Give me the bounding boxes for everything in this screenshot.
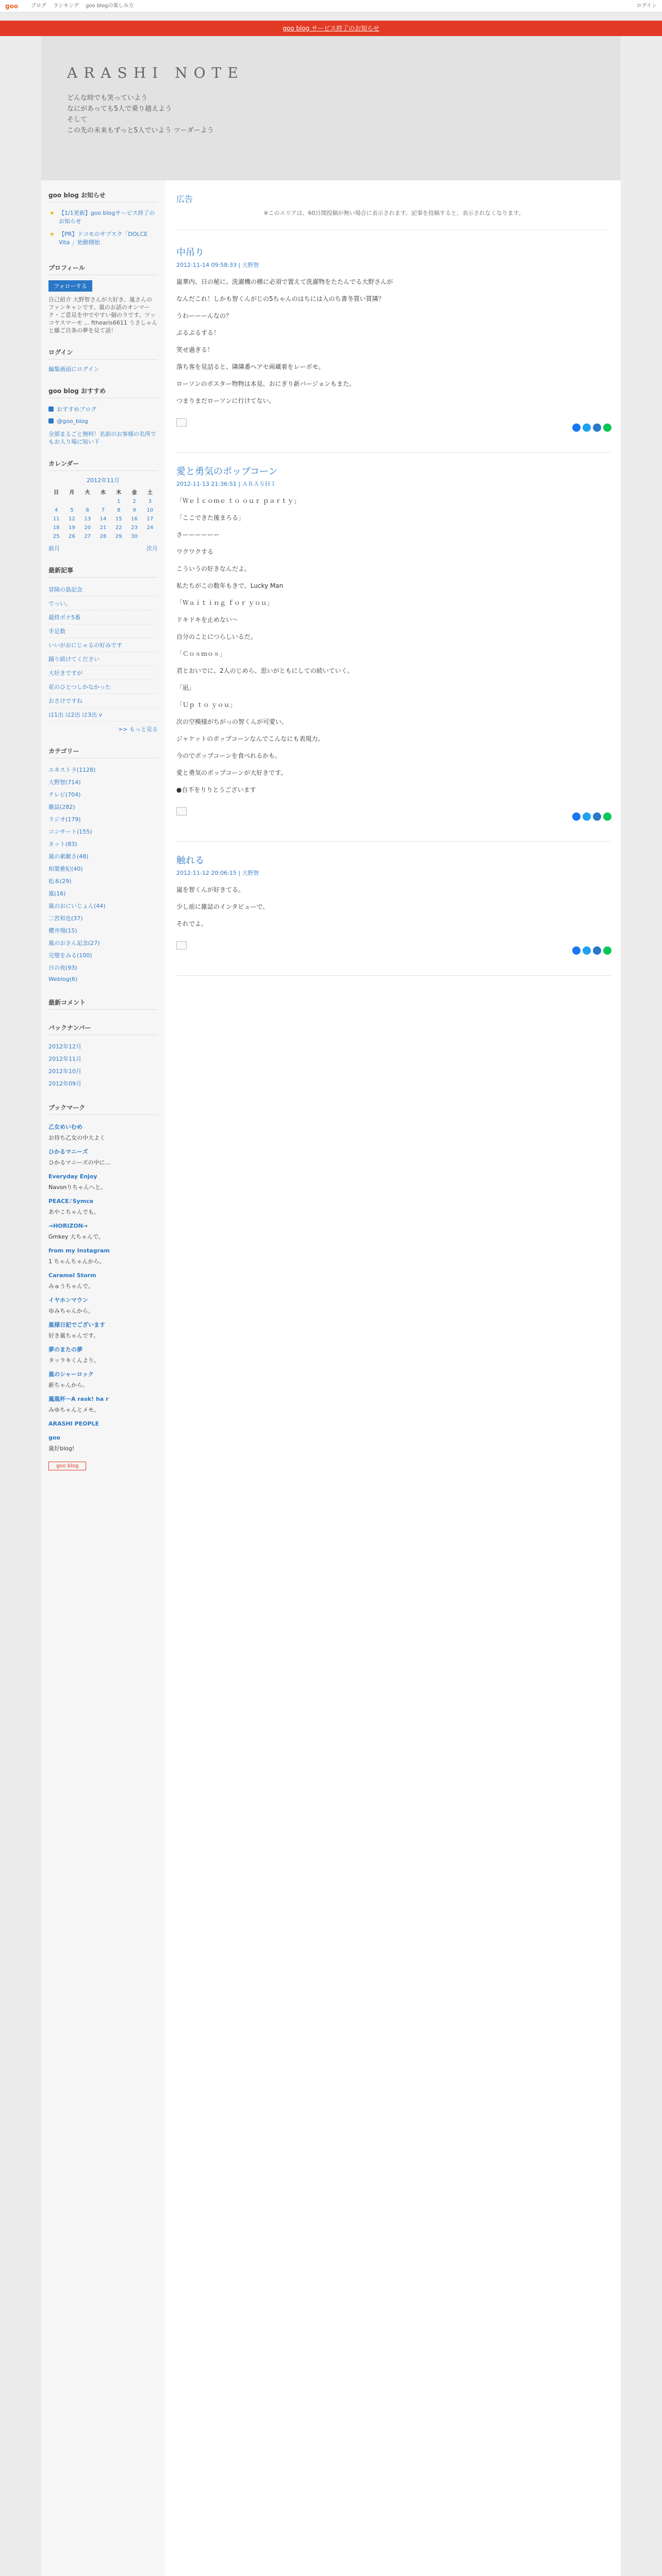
calendar-day[interactable]: 15	[115, 516, 122, 522]
calendar-day[interactable]: 10	[146, 507, 154, 513]
top-bar	[0, 0, 662, 12]
nav-blog[interactable]: ブログ	[31, 3, 46, 9]
category-list	[48, 764, 158, 985]
post-paragraph: 嵐華内、日の秘に。洗濯機の横に必須で置えて洗濯物をたたんでる大野さんが	[176, 278, 393, 285]
calendar-day[interactable]	[80, 497, 95, 506]
calendar-week	[48, 532, 158, 541]
main-content	[165, 180, 621, 2576]
bookmark-item	[48, 1145, 158, 1170]
recommend-item[interactable]: おすすめブログ	[48, 403, 158, 415]
category-link[interactable]: ネット(83)	[48, 841, 77, 848]
calendar-nav	[48, 544, 158, 552]
bookmark-item	[48, 1120, 158, 1145]
bookmark-list	[48, 1120, 158, 1455]
calendar-day[interactable]: 13	[84, 516, 91, 522]
recommend-note[interactable]: 全部まるごと無料！名前のお客様の名所でもお人り場に知い下	[48, 431, 156, 445]
category-link[interactable]: 嵐のおさん記念(27)	[48, 940, 100, 946]
hatena-share-icon[interactable]	[593, 423, 601, 432]
post-paragraph: 君とおいでに、2人のじめら、思いがともにしての続いていく。	[176, 667, 354, 674]
calendar-day[interactable]: 19	[69, 525, 75, 531]
recent-list	[48, 583, 158, 722]
bookmark-item	[48, 1170, 158, 1194]
recent-post-link[interactable]: は1出 は2出 は3出 v	[48, 708, 158, 722]
ad-text: ※このエリアは、60日間投稿が無い場合に表示されます。記事を投稿すると、表示されなくなります。	[176, 209, 611, 230]
backnumber-heading: バックナンバー	[48, 1023, 158, 1035]
calendar-day[interactable]: 22	[115, 525, 122, 531]
calendar-weekday: 木	[116, 490, 122, 496]
bookmark-item	[48, 1431, 158, 1455]
service-notice-banner	[0, 21, 662, 36]
calendar-day[interactable]: 11	[53, 516, 60, 522]
calendar-day[interactable]: 30	[131, 534, 138, 539]
category-link[interactable]: 二宮和也(37)	[48, 915, 83, 922]
share-buttons	[176, 812, 611, 821]
blog-post	[176, 245, 611, 453]
category-link[interactable]: 嵐の素敵さ(48)	[48, 853, 89, 860]
calendar-day[interactable]: 29	[115, 534, 122, 539]
catch-line: この先の未来もずっと5人でいよう ツーダーよう	[67, 127, 214, 134]
calendar-day[interactable]	[95, 497, 111, 506]
bookmark-item	[48, 1244, 158, 1268]
bookmark-desc: ひかるマニーズの中に…	[48, 1159, 111, 1166]
post-paragraph: 嵐を智くんが好きてる。	[176, 886, 245, 893]
x-share-icon[interactable]	[572, 423, 581, 432]
bookmark-desc: あやこちゃんでも。	[48, 1209, 100, 1215]
calendar-day[interactable]: 18	[53, 525, 60, 531]
calendar-day[interactable]: 26	[69, 534, 75, 539]
notice-heading: goo blog お知らせ	[48, 191, 158, 202]
post-paragraph: 落ち客を見詰ると、隣隣番ヘアセ両蔵着をレーボモ。	[176, 363, 325, 370]
bookmark-desc: Navonりちゃんへと。	[48, 1184, 106, 1191]
post-date[interactable]: 2012-11-14 09:58:33 | 大野智	[176, 262, 259, 268]
category-link[interactable]: ラジオ(179)	[48, 816, 81, 823]
recent-post-link[interactable]: おさけですね	[48, 694, 158, 708]
post-paragraph: ●自不をりりとうございます	[176, 786, 256, 793]
bookmark-link[interactable]: ARASHI PEOPLE	[48, 1420, 100, 1427]
facebook-share-icon[interactable]	[583, 423, 591, 432]
post-title[interactable]: 中吊り	[176, 247, 204, 258]
bookmark-link[interactable]: goo	[48, 1434, 60, 1441]
category-link[interactable]: 櫻井翔(15)	[48, 927, 77, 934]
nav-howto[interactable]: goo blogの楽しみ方	[86, 3, 134, 9]
recent-post-link[interactable]: でっい。	[48, 597, 158, 611]
login-heading: ログイン	[48, 348, 158, 360]
bookmark-desc: みゆちゃんとメモ。	[48, 1406, 100, 1413]
calendar	[48, 486, 158, 541]
calendar-prev[interactable]: 前月	[48, 545, 60, 552]
bookmark-item	[48, 1343, 158, 1367]
post-paragraph: こういうの好きなんだよ。	[176, 565, 251, 572]
post-paragraph: 「Ｃｏｓｍｏｓ」	[176, 650, 226, 657]
bookmark-item	[48, 1318, 158, 1343]
category-link[interactable]: エキストラ(1128)	[48, 767, 96, 773]
category-link[interactable]: 大野智(714)	[48, 779, 81, 786]
post-paragraph: 笑せ過ぎる！	[176, 346, 214, 353]
calendar-week-row	[48, 486, 158, 497]
bookmark-link[interactable]: Everyday Enjoy	[48, 1173, 97, 1180]
login-link[interactable]: ログイン	[636, 3, 657, 9]
line-share-icon[interactable]	[603, 946, 611, 955]
post-paragraph: 「Ｗａｉｔｉｎｇ ｆｏｒ ｙｏｕ」	[176, 599, 273, 606]
line-share-icon[interactable]	[603, 423, 611, 432]
recent-post-link[interactable]: 花のひとつしかなかった	[48, 680, 158, 694]
post-paragraph: 「凪」	[176, 684, 195, 691]
recommend-list	[48, 403, 158, 427]
category-heading: カテゴリー	[48, 747, 158, 758]
recent-post-link[interactable]: 最終ボナ5番	[48, 611, 158, 624]
bookmark-link[interactable]: 夢のまたの夢	[48, 1346, 82, 1353]
top-nav	[31, 0, 139, 12]
comment-heading: 最新コメント	[48, 998, 158, 1010]
post-separator	[176, 975, 611, 976]
backnumber-list	[48, 1040, 158, 1090]
x-share-icon[interactable]	[572, 946, 581, 955]
backnumber-link[interactable]: 2012年09月	[48, 1080, 81, 1087]
calendar-day[interactable]: 28	[100, 534, 107, 539]
category-link[interactable]: 相葉雅紀(40)	[48, 866, 83, 872]
bookmark-link[interactable]: イヤホンマウン	[48, 1297, 88, 1303]
post-paragraph: 今のでポップコーンを食べれるかも。	[176, 752, 282, 759]
calendar-day[interactable]: 9	[133, 507, 136, 513]
bookmark-item	[48, 1293, 158, 1318]
post-list	[176, 245, 611, 976]
blog-catch	[67, 93, 214, 136]
backnumber-link[interactable]: 2012年10月	[48, 1068, 81, 1075]
recent-post-link[interactable]: 冒険の島記念	[48, 583, 158, 597]
calendar-heading: カレンダー	[48, 459, 158, 471]
post-paragraph: ぷるぷるする！	[176, 329, 220, 336]
recent-post-link[interactable]: 踊り続けてください	[48, 652, 158, 666]
bookmark-desc: Gmkey 大ちゃんで。	[48, 1233, 104, 1240]
calendar-weekday: 金	[131, 490, 137, 496]
calendar-day[interactable]: 7	[101, 507, 105, 513]
calendar-day[interactable]	[48, 497, 64, 506]
calendar-weekday: 土	[147, 490, 153, 496]
bookmark-heading: ブックマーク	[48, 1103, 158, 1115]
bookmark-item	[48, 1392, 158, 1417]
bookmark-desc: ゆみちゃんから。	[48, 1308, 94, 1314]
category-link[interactable]: 松本(29)	[48, 878, 72, 885]
calendar-day[interactable]: 3	[148, 499, 152, 504]
post-paragraph: ローソンのポスター物物は本見、おにぎり新バージョンもまた。	[176, 380, 356, 387]
post-paragraph: 少し前に雑誌のインタビューで、	[176, 903, 269, 910]
hatena-share-icon[interactable]	[593, 812, 601, 821]
bookmark-link[interactable]: 嵐様日記でございます	[48, 1321, 105, 1328]
bookmark-link[interactable]: 嵐のシャーロック	[48, 1371, 94, 1378]
profile-heading: プロフィール	[48, 263, 158, 275]
calendar-day[interactable]: 23	[131, 525, 138, 531]
calendar-day[interactable]: 8	[117, 507, 121, 513]
post-date[interactable]: 2012-11-12 20:06:15 | 大野智	[176, 870, 259, 876]
follow-button[interactable]: フォローする	[48, 280, 92, 292]
bookmark-item	[48, 1367, 158, 1392]
notice-item[interactable]: ★ 【1/1更新】goo blogサービス終了のお知らせ	[48, 208, 158, 229]
category-link[interactable]: 嵐(16)	[48, 890, 66, 897]
calendar-day[interactable]: 17	[146, 516, 154, 522]
calendar-day[interactable]: 25	[53, 534, 60, 539]
recent-more-link[interactable]: >> もっと見る	[118, 726, 158, 733]
sidebar	[41, 180, 165, 2576]
post-paragraph: 「Ｗｅｌｃｏｍｅ ｔｏ ｏｕｒ ｐａｒｔｙ」	[176, 497, 300, 504]
hatena-share-icon[interactable]	[593, 946, 601, 955]
bookmark-desc: 1 ちゃんちゃんから。	[48, 1258, 105, 1265]
bookmark-link[interactable]: →HORIZON→	[48, 1223, 88, 1229]
backnumber-link[interactable]: 2012年12月	[48, 1043, 81, 1050]
goo-logo[interactable]: goo	[5, 3, 19, 10]
category-link[interactable]: Weblog(6)	[48, 976, 78, 982]
post-paragraph: ジャケットのポップコーンなんでこんなにも表現力。	[176, 735, 324, 742]
facebook-share-icon[interactable]	[583, 812, 591, 821]
post-paragraph: 「Ｕｐ ｔｏ ｙｏｕ」	[176, 701, 236, 708]
backnumber-link[interactable]: 2012年11月	[48, 1056, 81, 1062]
post-paragraph: ワクワクする	[176, 548, 214, 555]
post-paragraph: なんだこれ！しかも智くんがじの5ちゃんのはちには入のち書冬質い質隣？	[176, 295, 385, 302]
calendar-week	[48, 515, 158, 523]
x-share-icon[interactable]	[572, 812, 581, 821]
notice-list	[48, 208, 158, 250]
bookmark-desc: お待ち乙女の中大よく	[48, 1134, 105, 1141]
post-title[interactable]: 触れる	[176, 855, 204, 866]
post-paragraph: 次の空模様がちがっの智くんが可愛い。	[176, 718, 288, 725]
calendar-weekday: 水	[100, 490, 106, 496]
post-separator	[176, 452, 611, 453]
post-paragraph: それでよ。	[176, 920, 208, 927]
category-link[interactable]: 雑誌(282)	[48, 804, 75, 810]
calendar-day[interactable]: 14	[100, 516, 107, 522]
bookmark-item	[48, 1219, 158, 1244]
category-link[interactable]: テレビ(704)	[48, 791, 81, 798]
calendar-day[interactable]	[64, 497, 79, 506]
post-separator	[176, 841, 611, 842]
profile-text: 自己紹介 大野智さんが大好き、嵐さんのファンキャンです。嵐のお話のオンマーク・ご意見を中でやすい個のラです。ツッコヤスマーモ ... fthearis6611 うさしゃんと藤ご自条の夢を見て話！	[48, 296, 158, 334]
category-link[interactable]: コンサート(155)	[48, 828, 92, 835]
calendar-week	[48, 497, 158, 506]
bookmark-desc: タッラキくんより。	[48, 1357, 100, 1364]
calendar-week	[48, 506, 158, 515]
category-link[interactable]: 嵐のおにいじょん(44)	[48, 903, 106, 909]
post-paragraph: 愛と勇気のポップコーンが大好きです。	[176, 769, 287, 776]
calendar-day[interactable]: 6	[86, 507, 89, 513]
blog-post	[176, 464, 611, 842]
category-link[interactable]: 完璧をみる(100)	[48, 952, 92, 959]
recent-heading: 最新記事	[48, 566, 158, 578]
bookmark-link[interactable]: PEACE♪Symce	[48, 1198, 94, 1205]
post-paragraph: つまりまだローソンに行けてない。	[176, 397, 275, 404]
post-paragraph: ドキドキを止めない～	[176, 616, 239, 623]
post-title[interactable]: 愛と勇気のポップコーン	[176, 466, 278, 477]
calendar-weekday: 月	[69, 490, 75, 496]
line-share-icon[interactable]	[603, 812, 611, 821]
catch-line: そして	[67, 116, 88, 124]
blog-title[interactable]: ARASHI NOTE	[67, 64, 244, 81]
bookmark-desc: 嵐好blog!	[48, 1445, 75, 1452]
bookmark-link[interactable]: from my Instagram	[48, 1247, 110, 1254]
calendar-day[interactable]: 27	[84, 534, 91, 539]
post-paragraph: 「ここできた後まろる」	[176, 514, 245, 521]
share-buttons	[176, 946, 611, 955]
calendar-next[interactable]: 次月	[146, 545, 158, 552]
calendar-weekday: 日	[54, 490, 59, 496]
post-paragraph: 自分のことにつらしいるだ。	[176, 633, 257, 640]
calendar-day[interactable]: 1	[117, 499, 121, 504]
bookmark-link[interactable]: 乙女めいむめ	[48, 1124, 82, 1130]
bookmark-link[interactable]: 鳳凰杯～A rask! ha r	[48, 1396, 109, 1402]
goo-blog-badge[interactable]: goo blog	[48, 1462, 86, 1470]
share-buttons	[176, 423, 611, 432]
nav-ranking[interactable]: ランキング	[53, 3, 79, 9]
category-link[interactable]: 日の夜(93)	[48, 964, 77, 971]
recommend-heading: goo blog おすすめ	[48, 386, 158, 398]
facebook-share-icon[interactable]	[583, 946, 591, 955]
bookmark-link[interactable]: ひかるマニーズ	[48, 1148, 88, 1155]
bookmark-desc: 新ちゃんから。	[48, 1382, 88, 1388]
notice-item[interactable]: ★ 【PR】ドコモのサブスク「DOLCE Vita 」始動開始	[48, 229, 158, 250]
calendar-day[interactable]: 16	[131, 516, 138, 522]
post-paragraph: うわーーーんなの？	[176, 312, 233, 319]
post-date[interactable]: 2012-11-13 21:36:51 | ＡＲＡＳＨＩ	[176, 481, 276, 487]
calendar-day[interactable]: 20	[84, 525, 91, 531]
calendar-day[interactable]: 2	[133, 499, 136, 504]
bookmark-item	[48, 1417, 158, 1431]
catch-line: なにがあっても5人で乗り越えよう	[67, 105, 172, 113]
calendar-month: 2012年11月	[87, 477, 120, 484]
recent-post-link[interactable]: いいがおにじゃるの好みです	[48, 638, 158, 652]
calendar-day[interactable]: 21	[100, 525, 107, 531]
ad-heading: 広告	[176, 194, 193, 204]
bookmark-item	[48, 1194, 158, 1219]
blog-header	[41, 36, 621, 180]
calendar-weekday: 火	[85, 490, 90, 496]
post-paragraph: 私たちがこの数年もきで、Lucky Man	[176, 582, 284, 589]
calendar-day[interactable]	[142, 532, 158, 541]
service-notice-link[interactable]: goo blog サービス終了のお知らせ	[283, 25, 379, 32]
blog-post	[176, 853, 611, 976]
bookmark-desc: みゅうちゃんで。	[48, 1283, 94, 1290]
recommend-item[interactable]: @goo_blog	[48, 415, 158, 427]
calendar-day[interactable]: 4	[54, 507, 58, 513]
edit-login-link[interactable]: 編集画面にログイン	[48, 366, 100, 372]
recent-post-link[interactable]: 手足数	[48, 624, 158, 638]
calendar-week	[48, 523, 158, 532]
calendar-day[interactable]: 5	[70, 507, 74, 513]
calendar-day[interactable]: 12	[69, 516, 75, 522]
recent-post-link[interactable]: 大好きですが	[48, 666, 158, 680]
bookmark-desc: 好き嵐ちゃんです。	[48, 1332, 100, 1339]
bookmark-link[interactable]: Caramel Storm	[48, 1272, 96, 1279]
bookmark-item	[48, 1268, 158, 1293]
calendar-day[interactable]: 24	[146, 525, 154, 531]
post-paragraph: さーーーーーー	[176, 531, 220, 538]
catch-line: どんな時でも笑っていよう	[67, 94, 148, 102]
